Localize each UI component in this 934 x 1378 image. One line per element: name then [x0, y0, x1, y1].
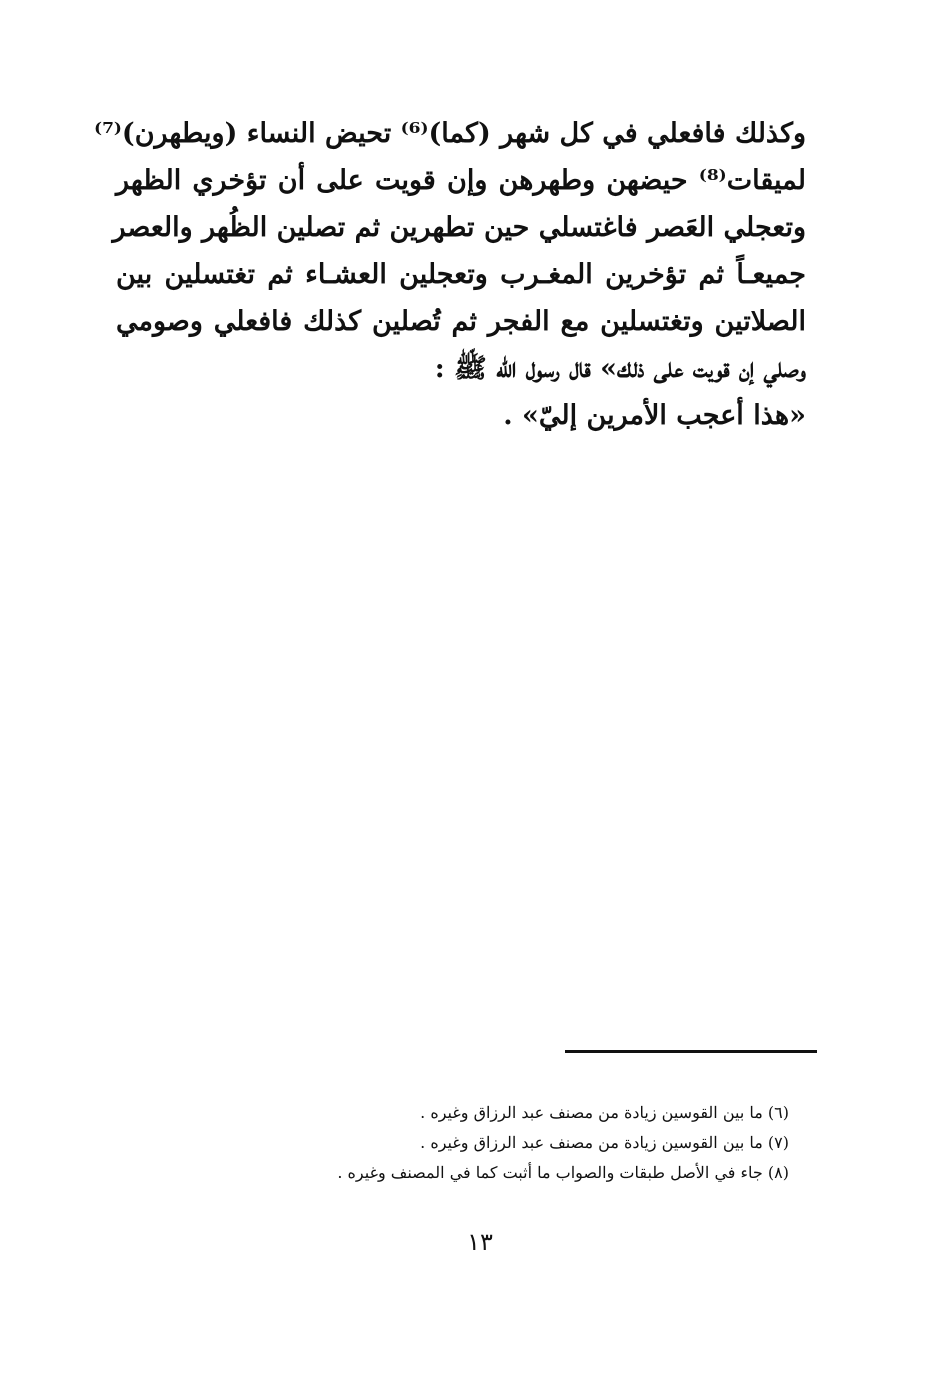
main-text-line: جميعـاً ثم تؤخرين المغـرب وتعجلين العشـاء ثم تغتسلين بين [116, 259, 806, 290]
footnote: (٧) ما بين القوسين زيادة من مصنف عبد الرزاق وغيره . [420, 1133, 789, 1152]
footnote-separator [565, 1050, 817, 1053]
main-text-block [94, 110, 806, 439]
main-text-line: «هذا أعجب الأمرين إليّ» . [503, 400, 806, 431]
page-number: ١٣ [467, 1228, 493, 1256]
main-text-line: وكذلك فافعلي في كل شهر (كما)⁽⁶⁾ تحيض النساء (ويطهرن)⁽⁷⁾ [94, 118, 806, 149]
main-text-line: الصلاتين وتغتسلين مع الفجر ثم تُصلين كذلك فافعلي وصومي [116, 306, 806, 337]
main-text-line: وصلي إن قويت على ذلك» قال رسول الله ﷺ : [434, 353, 806, 384]
footnotes-block [269, 1098, 789, 1188]
main-text-line: لميقات⁽⁸⁾ حيضهن وطهرهن وإن قويت على أن تؤخري الظهر [116, 165, 806, 196]
main-text-line: وتعجلي العَصر فاغتسلي حين تطهرين ثم تصلين الظُهر والعصر [112, 212, 806, 243]
footnote: (٦) ما بين القوسين زيادة من مصنف عبد الرزاق وغيره . [420, 1103, 789, 1122]
footnote: (٨) جاء في الأصل طبقات والصواب ما أثبت كما في المصنف وغيره . [337, 1163, 789, 1182]
